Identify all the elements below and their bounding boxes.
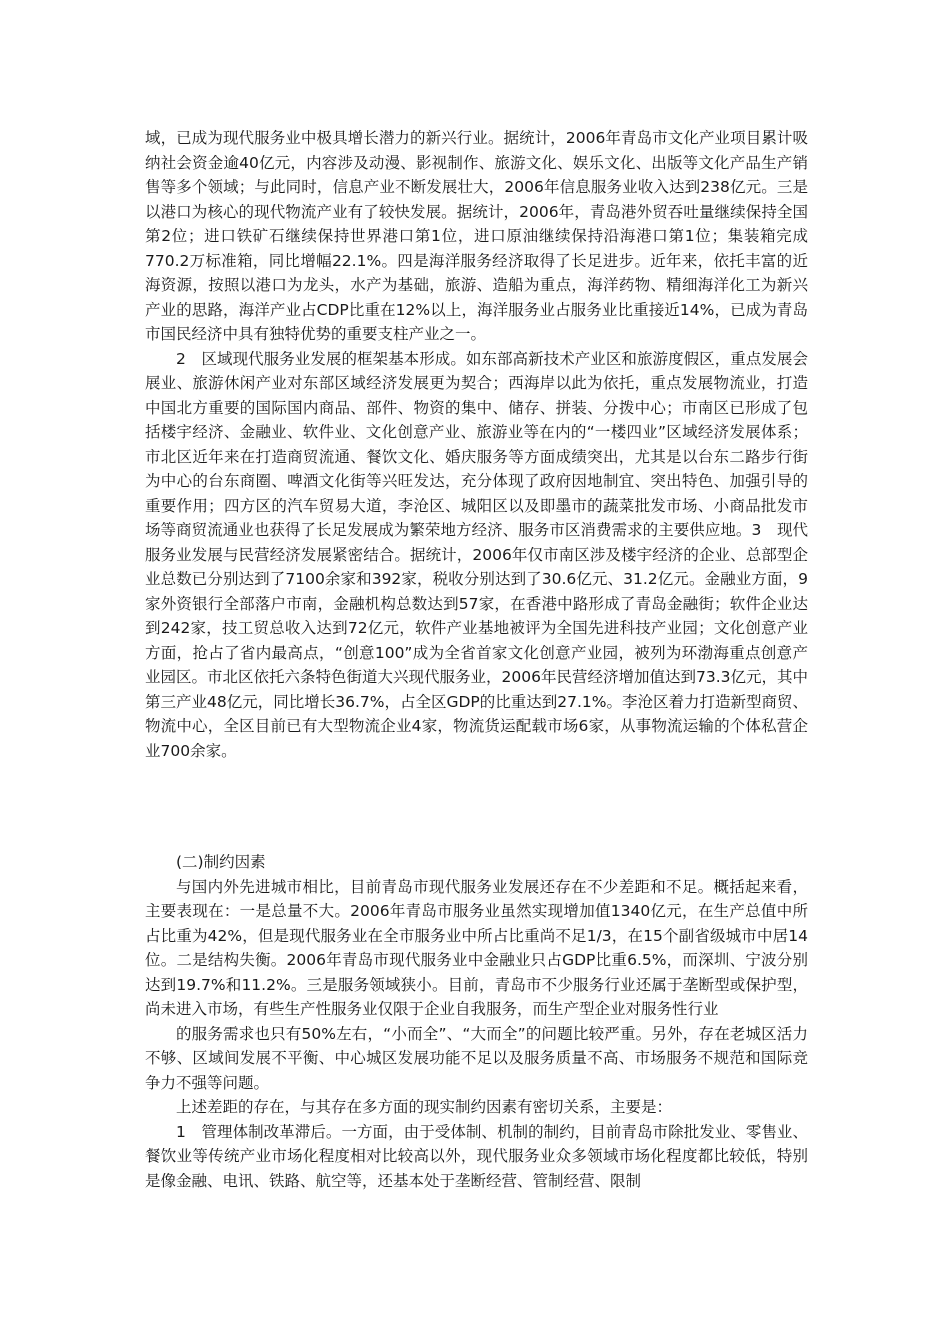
paragraph-constraints-intro: 上述差距的存在，与其存在多方面的现实制约因素有密切关系，主要是： — [176, 1098, 673, 1116]
section-heading: (二)制约因素 — [176, 853, 266, 871]
paragraph-management-reform: 1 管理体制改革滞后。一方面，由于受体制、机制的制约，目前青岛市除批发业、零售业、餐饮业等传统产业市场化程度相对比较高以外，现代服务业众多领域市场化程度都比较低，特别是像金融、电讯、铁路、航空等，还基本处于垄断经营、管制经营、限制 — [145, 1122, 808, 1190]
body-text-bottom — [145, 850, 808, 1193]
paragraph-service-demand: 的服务需求也只有50%左右，“小而全”、“大而全”的问题比较严重。另外，存在老城区活力不够、区域间发展不平衡、中心城区发展功能不足以及服务质量不高、市场服务不规范和国际竞争力不强等问题。 — [145, 1024, 808, 1092]
paragraph-gaps-summary: 与国内外先进城市相比，目前青岛市现代服务业发展还存在不少差距和不足。概括起来看，主要表现在：一是总量不大。2006年青岛市服务业虽然实现增加值1340亿元，在生产总值中所占比重为42%，但是现代服务业在全市服务业中所占比重尚不足1/3，在15个副省级城市中居14位。二是结构失衡。2006年青岛市现代服务业中金融业只占GDP比重6.5%，而深圳、宁波分别达到19.7%和11.2%。三是服务领域狭小。目前，青岛市不少服务行业还属于垄断型或保护型，尚未进入市场，有些生产性服务业仅限于企业自我服务，而生产型企业对服务性行业 — [145, 877, 808, 1018]
paragraph-regional-framework: 2 区域现代服务业发展的框架基本形成。如东部高新技术产业区和旅游度假区，重点发展会展业、旅游休闲产业对东部区域经济发展更为契合；西海岸以此为依托，重点发展物流业，打造中国北方重要的国际国内商品、部件、物资的集中、储存、拼装、分拨中心；市南区已形成了包括楼宇经济、金融业、软件业、文化创意产业、旅游业等在内的“一楼四业”区域经济发展体系；市北区近年来在打造商贸流通、餐饮文化、婚庆服务等方面成绩突出，尤其是以台东二路步行街为中心的台东商圈、啤酒文化街等兴旺发达，充分体现了政府因地制宜、突出特色、加强引导的重要作用；四方区的汽车贸易大道，李沧区、城阳区以及即墨市的蔬菜批发市场、小商品批发市场等商贸流通业也获得了长足发展成为繁荣地方经济、服务市区消费需求的主要供应地。3 现代服务业发展与民营经济发展紧密结合。据统计，2006年仅市南区涉及楼宇经济的企业、总部型企业总数已分别达到了7100余家和392家，税收分别达到了30.6亿元、31.2亿元。金融业方面，9家外资银行全部落户市南，金融机构总数达到57家，在香港中路形成了青岛金融街；软件企业达到242家，技工贸总收入达到72亿元，软件产业基地被评为全国先进科技产业园；文化创意产业方面，抢占了省内最高点，“创意100”成为全省首家文化创意产业园，被列为环渤海重点创意产业园区。市北区依托六条特色街道大兴现代服务业，2006年民营经济增加值达到73.3亿元，其中第三产业48亿元，同比增长36.7%，占全区GDP的比重达到27.1%。李沧区着力打造新型商贸、物流中心，全区目前已有大型物流企业4家，物流货运配载市场6家，从事物流运输的个体私营企业700余家。 — [145, 349, 808, 760]
body-text-top — [145, 126, 808, 763]
paragraph-service-industry-continued: 域，已成为现代服务业中极具增长潜力的新兴行业。据统计，2006年青岛市文化产业项目累计吸纳社会资金逾40亿元，内容涉及动漫、影视制作、旅游文化、娱乐文化、出版等文化产品生产销售等多个领域；与此同时，信息产业不断发展壮大，2006年信息服务业收入达到238亿元。三是以港口为核心的现代物流产业有了较快发展。据统计，2006年，青岛港外贸吞吐量继续保持全国第2位；进口铁矿石继续保持世界港口第1位，进口原油继续保持沿海港口第1位；集装箱完成770.2万标准箱，同比增幅22.1%。四是海洋服务经济取得了长足进步。近年来，依托丰富的近海资源，按照以港口为龙头，水产为基础，旅游、造船为重点，海洋药物、精细海洋化工为新兴产业的思路，海洋产业占CDP比重在12%以上，海洋服务业占服务业比重接近14%，已成为青岛市国民经济中具有独特优势的重要支柱产业之一。 — [145, 129, 808, 343]
